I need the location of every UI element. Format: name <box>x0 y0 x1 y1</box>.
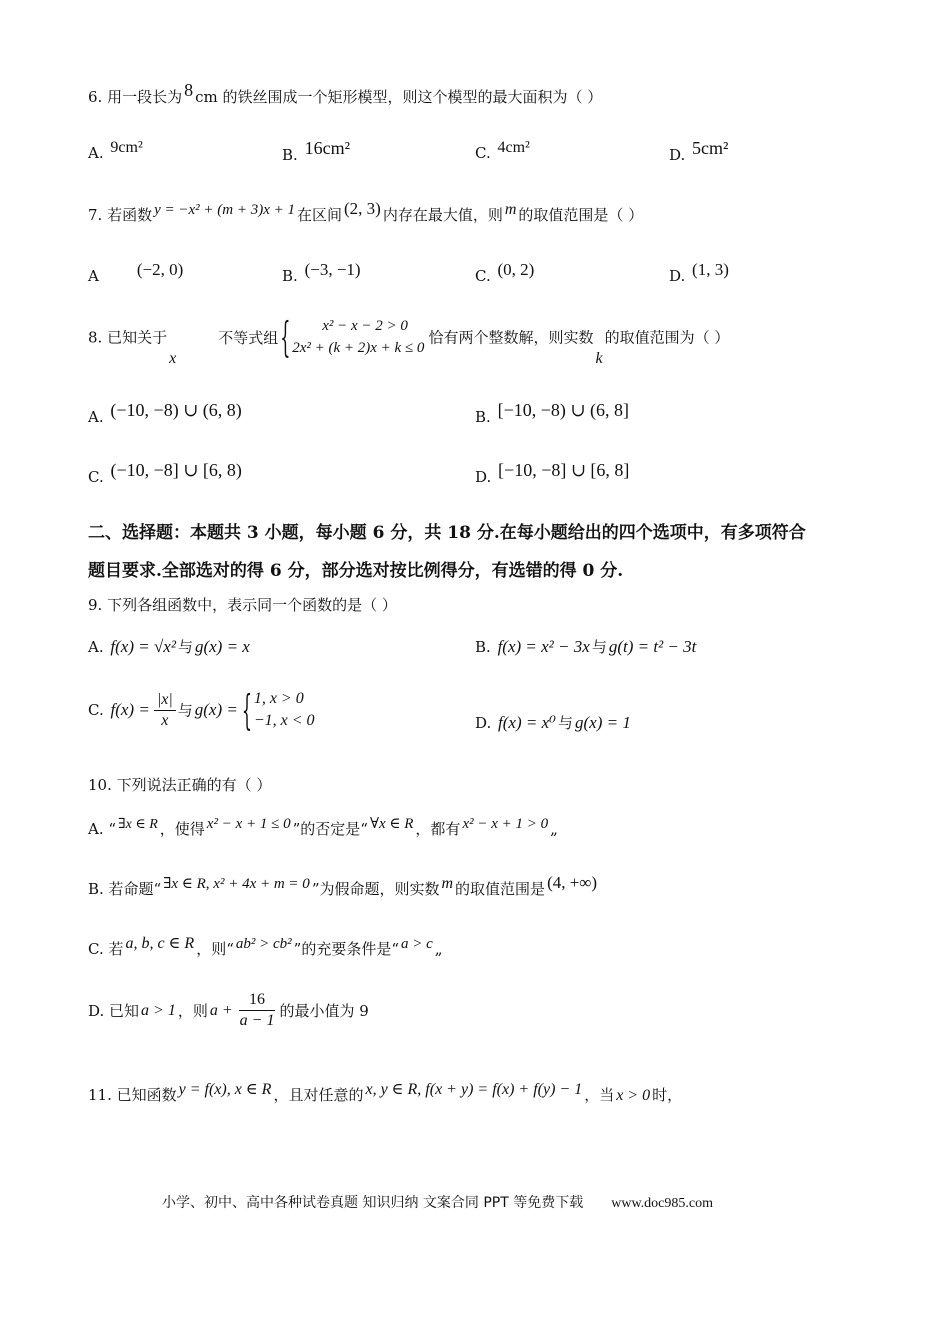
q10-b-text-pre: B. 若命题“ <box>88 880 162 898</box>
option-label: B. <box>475 408 491 426</box>
q9-option-a <box>88 636 252 657</box>
q9-d-f: f(x) = x⁰ <box>498 713 556 732</box>
piecewise-case-1: { 1, x > 0 <box>253 690 304 707</box>
q8-stem-text-b: 不等式组 <box>218 328 279 347</box>
q9-c-with: 与 <box>177 701 193 720</box>
q10-option-d <box>88 990 369 1031</box>
q8-stem-text-c: 恰有两个整数解，则实数 <box>428 328 594 347</box>
q7-option-b <box>282 260 363 286</box>
q8-system-line-1: { x² − x − 2 > 0 <box>322 318 408 334</box>
option-label: B. <box>282 146 298 164</box>
q7-function: y = −x² + (m + 3)x + 1 <box>154 202 295 218</box>
q7-option-c <box>475 260 536 286</box>
q7-stem-text-d: 的取值范围是（ ） <box>518 206 644 224</box>
q9-c-piecewise <box>244 688 315 732</box>
q10-d-fraction <box>237 990 278 1031</box>
q10-d-math-1: a > 1 <box>141 1001 176 1019</box>
q9-b-with: 与 <box>591 638 607 656</box>
option-math: 9cm² <box>110 139 143 156</box>
q10-a-math-1: ∃x ∈ R <box>118 817 158 832</box>
option-label: B. <box>475 638 491 656</box>
q8-stem-text-d: 的取值范围为（ ） <box>604 328 730 347</box>
q7-option-a <box>88 260 185 286</box>
q8-option-a <box>88 400 244 427</box>
q10-d-a-plus: a + <box>209 1001 233 1019</box>
q8-option-b <box>475 400 631 427</box>
section-2-heading-line-1: 二、选择题：本题共 3 小题，每小题 6 分，共 18 分.在每小题给出的四个选项中，有多项符合 <box>88 523 806 543</box>
q9-a-with: 与 <box>177 638 193 656</box>
q11-text-pre: 11. 已知函数 <box>88 1086 177 1104</box>
q7-stem-text-c: 内存在最大值，则 <box>382 206 503 224</box>
q8-stem <box>88 315 729 368</box>
q9-c-f-lhs: f(x) = <box>110 700 150 719</box>
q10-a-math-3: ∀x ∈ R <box>369 816 414 832</box>
option-math: 16cm² <box>304 138 350 158</box>
option-label: A. <box>88 408 104 426</box>
q6-option-b <box>282 138 352 165</box>
option-math: (−3, −1) <box>304 260 361 279</box>
q6-option-c <box>475 139 532 163</box>
q8-stem-text-a: 8. 已知关于 <box>88 328 168 347</box>
q7-stem-text-a: 7. 若函数 <box>88 206 153 224</box>
q10-a-text-1: ，使得 <box>159 820 205 838</box>
q11-stem <box>88 1081 683 1105</box>
q10-b-text-1: ”为假命题，则实数 <box>311 880 440 898</box>
q9-d-g: g(x) = 1 <box>575 713 631 732</box>
q7-interval: (2, 3) <box>344 199 381 218</box>
q8-option-c <box>88 460 244 487</box>
q8-system-line-2: 2x² + (k + 2)x + k ≤ 0 <box>292 340 425 356</box>
footer-text: 小学、初中、高中各种试卷真题 知识归纳 文案合同 PPT 等免费下载 <box>162 1195 584 1211</box>
q8-inequality-system <box>282 315 424 359</box>
q11-math-1: y = f(x), x ∈ R <box>178 1081 272 1098</box>
q10-a-math-4: x² − x + 1 > 0 <box>462 816 549 832</box>
q8-variable-x: x <box>169 350 177 367</box>
option-math: (−10, −8] ∪ [6, 8) <box>110 460 242 480</box>
option-math: (1, 3) <box>692 260 729 279</box>
option-label: D. <box>669 146 686 164</box>
fraction-denominator: a − 1 <box>239 1012 275 1029</box>
option-math: 4cm² <box>497 139 530 156</box>
q6-stem <box>88 80 603 107</box>
q10-c-math-1: a, b, c ∈ R <box>125 935 195 952</box>
option-label: D. <box>475 468 492 486</box>
q6-length: 8 <box>184 80 194 100</box>
q10-c-math-2: ab² > cb² <box>235 936 292 952</box>
q10-c-text-pre: C. 若 <box>88 940 124 958</box>
q9-b-f: f(x) = x² − 3x <box>497 637 590 656</box>
option-label: A. <box>88 144 104 162</box>
q6-stem-text-a: 6. 用一段长为 <box>88 88 183 106</box>
option-math: (−2, 0) <box>136 260 184 279</box>
q9-d-with: 与 <box>557 714 573 732</box>
q10-a-math-2: x² − x + 1 ≤ 0 <box>206 816 291 832</box>
option-math: (0, 2) <box>497 260 535 279</box>
q10-a-text-4: „ <box>550 820 558 838</box>
option-math: 5cm² <box>692 138 729 158</box>
option-label: B. <box>282 267 298 285</box>
option-math: [−10, −8) ∪ (6, 8] <box>497 400 629 420</box>
piecewise-case-2: −1, x < 0 <box>253 712 315 729</box>
q10-c-text-1: ，则“ <box>196 940 234 958</box>
section-2-heading-line-2: 题目要求.全部选对的得 6 分，部分选对按比例得分，有选错的得 0 分. <box>88 561 624 581</box>
q7-stem <box>88 199 644 225</box>
q8-option-d <box>475 460 631 487</box>
q9-a-f: f(x) = √x² <box>110 637 176 656</box>
q9-stem: 9. 下列各组函数中，表示同一个函数的是（ ） <box>88 596 397 614</box>
option-math: [−10, −8] ∪ [6, 8] <box>498 460 630 480</box>
q10-d-text-1: ，则 <box>177 1002 208 1020</box>
q7-option-d <box>669 260 731 286</box>
option-label: D. <box>475 714 492 732</box>
option-label: A. <box>88 638 104 656</box>
fraction-numerator: |x| <box>154 690 176 711</box>
q10-b-math-2: m <box>441 875 454 892</box>
q9-option-d <box>475 712 633 733</box>
option-label: C. <box>475 267 491 285</box>
q7-variable: m <box>504 201 517 218</box>
q10-option-b <box>88 873 599 899</box>
q10-stem: 10. 下列说法正确的有（ ） <box>88 776 272 794</box>
q10-a-text-pre: A. “ <box>88 820 117 838</box>
q8-variable-k: k <box>595 350 603 367</box>
option-label: C. <box>88 468 104 486</box>
option-math: (−10, −8) ∪ (6, 8) <box>110 400 242 420</box>
q10-a-text-3: ，都有 <box>415 820 461 838</box>
option-label: D. <box>669 267 686 285</box>
q10-option-a <box>88 818 558 839</box>
footer-link[interactable]: www.doc985.com <box>611 1196 713 1211</box>
fraction-numerator: 16 <box>239 990 276 1011</box>
q10-b-math-3: (4, +∞) <box>547 873 598 892</box>
q10-option-c <box>88 935 443 959</box>
q10-b-math-1: ∃x ∈ R, x² + 4x + m = 0 <box>163 876 310 892</box>
fraction-denominator: x <box>161 711 169 729</box>
q9-a-g: g(x) = x <box>194 637 250 656</box>
option-label: C. <box>475 144 491 162</box>
q10-c-text-2: ”的充要条件是“ <box>293 940 399 958</box>
q9-b-g: g(t) = t² − 3t <box>608 637 697 656</box>
q10-c-text-3: „ <box>434 940 443 958</box>
q7-stem-text-b: 在区间 <box>297 206 343 224</box>
q11-math-2: x, y ∈ R, f(x + y) = f(x) + f(y) − 1 <box>365 1081 583 1098</box>
q6-option-d <box>669 138 730 165</box>
q10-b-text-2: 的取值范围是 <box>455 880 546 898</box>
q9-option-b <box>475 636 698 657</box>
q11-math-3: x > 0 <box>616 1087 651 1104</box>
q11-text-3: 时， <box>652 1086 683 1104</box>
option-label: A <box>88 267 99 285</box>
q9-c-fraction <box>154 690 176 731</box>
q6-stem-text-b: cm 的铁丝围成一个矩形模型，则这个模型的最大面积为（ ） <box>195 88 603 106</box>
q9-option-c <box>88 688 319 732</box>
q11-text-1: ，且对任意的 <box>273 1086 364 1104</box>
page-footer <box>162 1192 713 1212</box>
q11-text-2: ，当 <box>584 1086 615 1104</box>
q9-c-g-lhs: g(x) = <box>194 700 238 719</box>
q10-a-text-2: ”的否定是“ <box>292 820 368 838</box>
q10-c-math-3: a > c <box>401 936 433 952</box>
q10-d-text-2: 的最小值为 9 <box>279 1002 369 1020</box>
q6-option-a <box>88 139 145 163</box>
q10-d-text-pre: D. 已知 <box>88 1002 140 1020</box>
option-label: C. <box>88 701 104 719</box>
